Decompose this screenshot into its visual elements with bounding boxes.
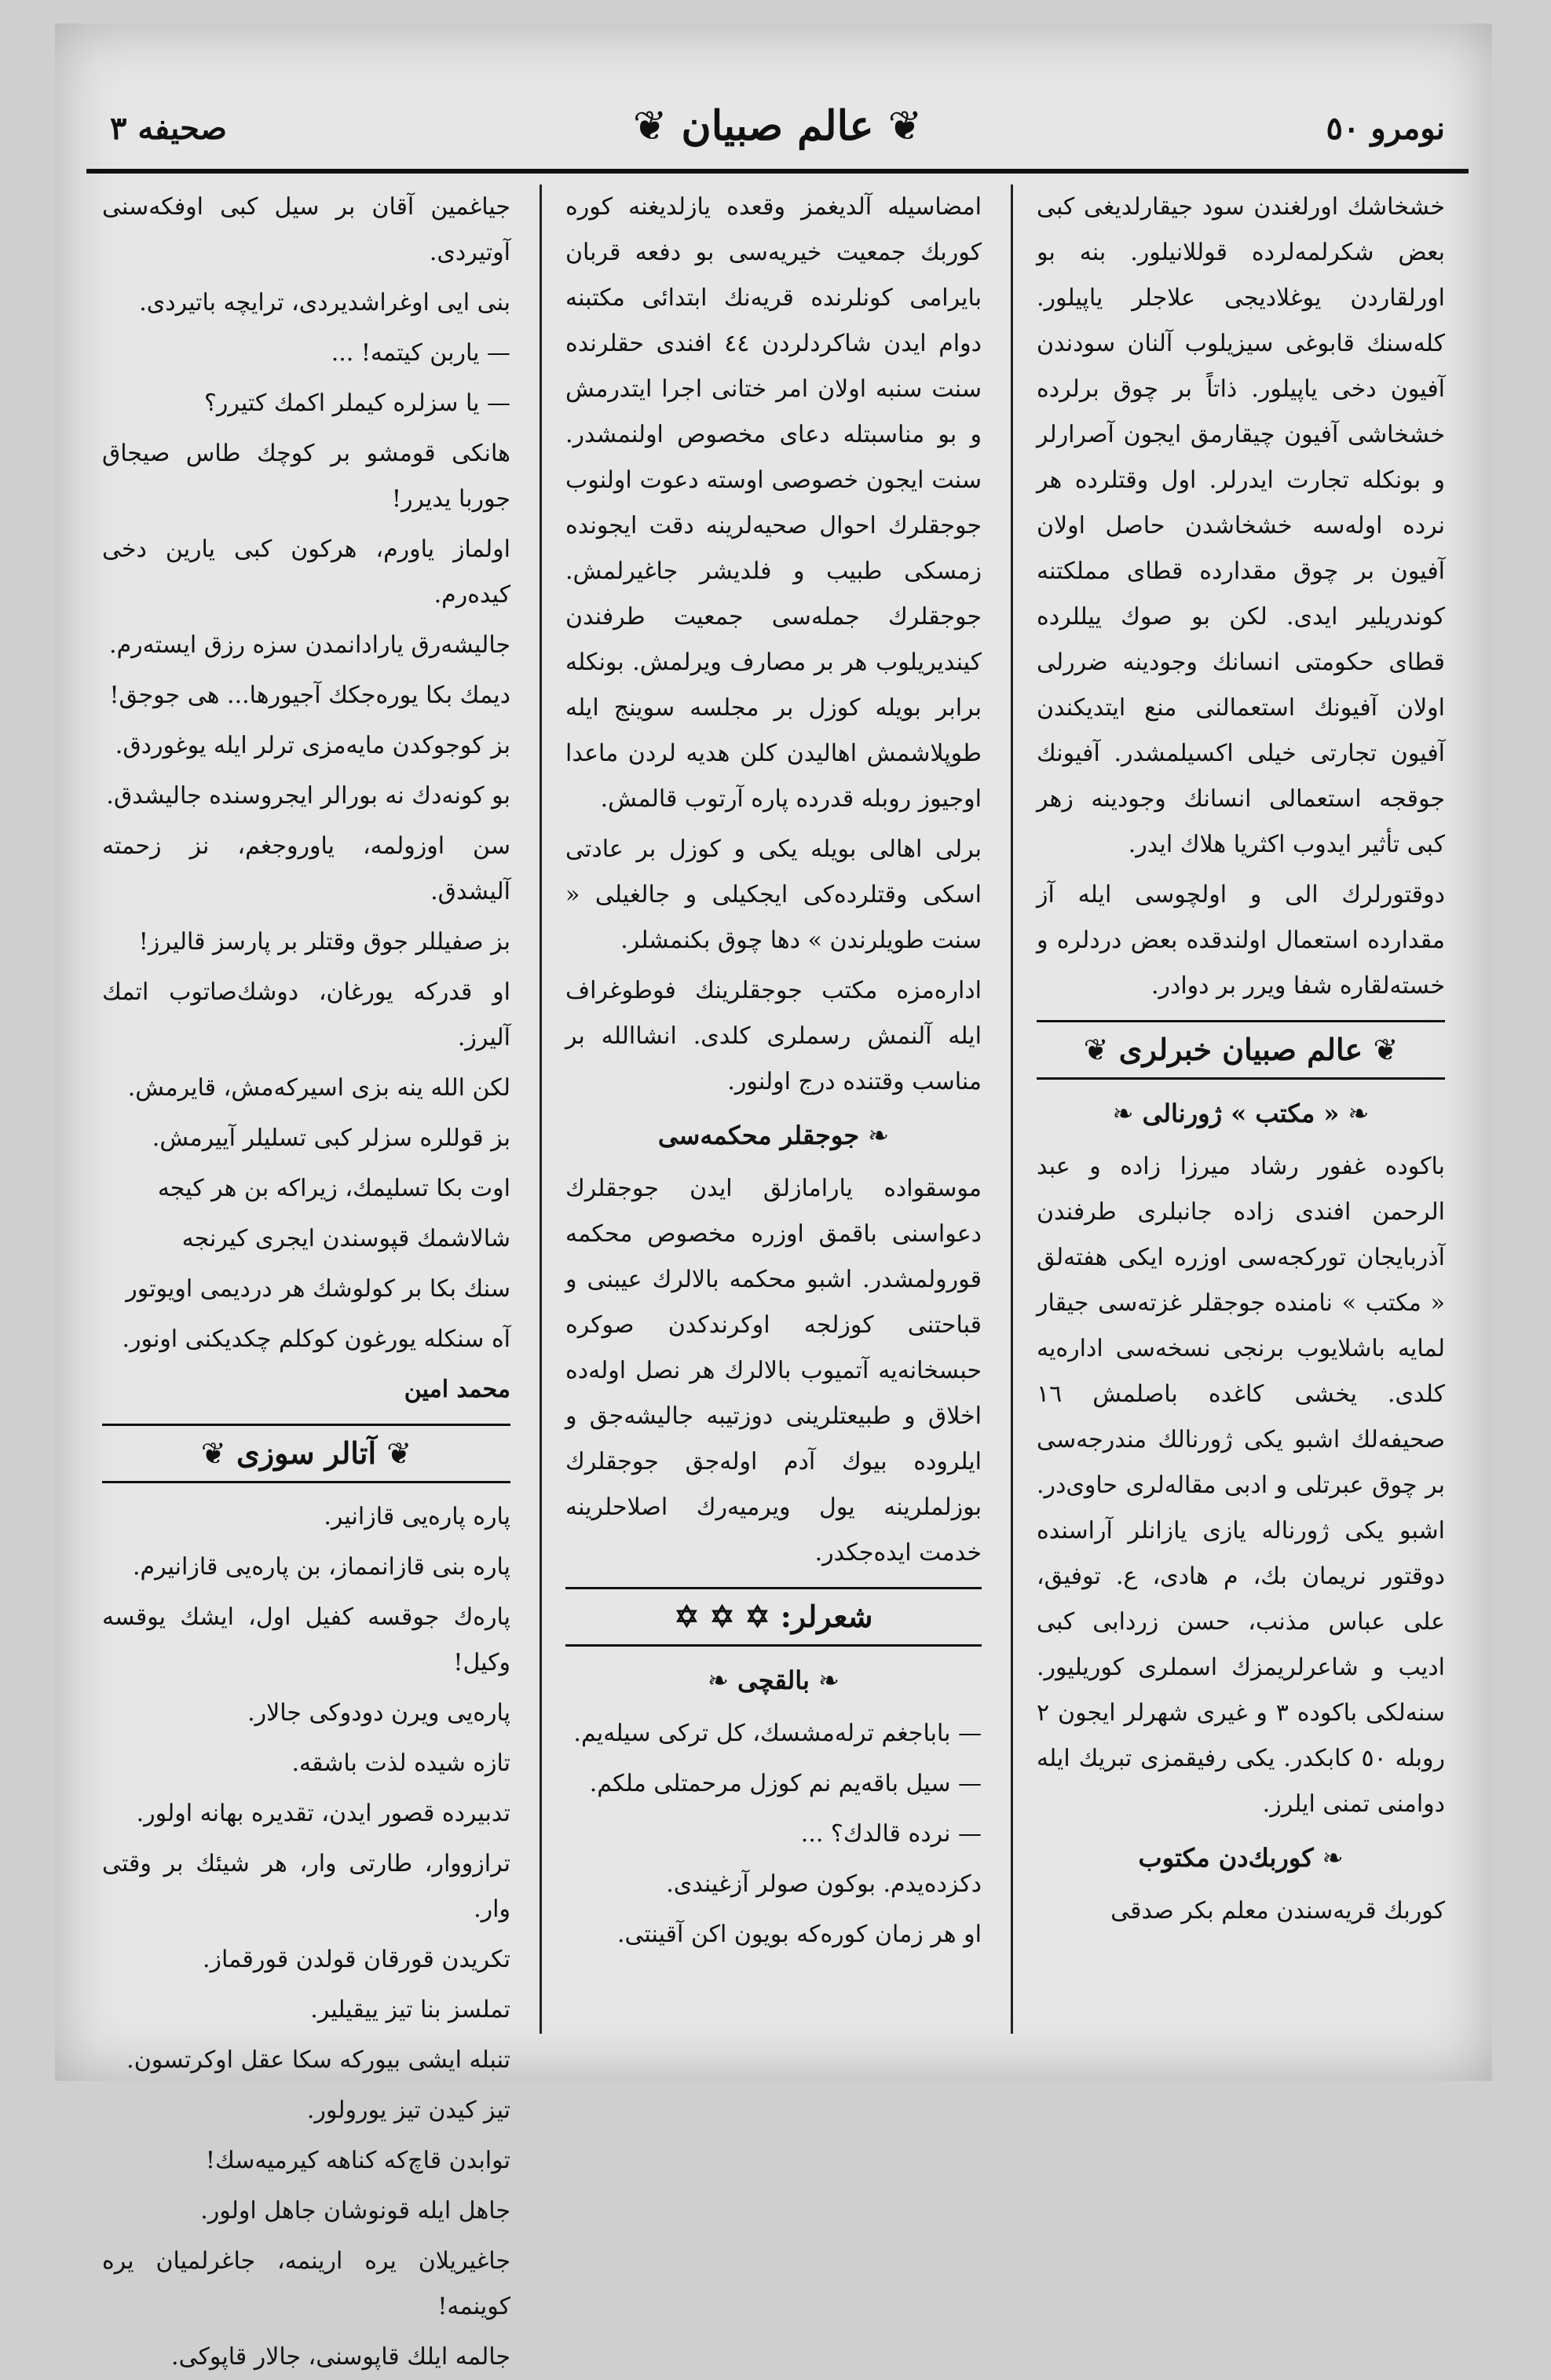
proverb-item: تملسز بنا تیز ییقیلیر. <box>310 1996 510 2024</box>
ornament-icon: ❧ <box>1339 1099 1370 1128</box>
masthead-text: عالم صبیان <box>681 102 874 150</box>
issue-number: نومرو ٥٠ <box>1326 110 1445 147</box>
poem-line: جالیشه‌رق یارادانمدن سزه رزق ایسته‌رم. <box>109 631 510 659</box>
proverb-item: پاره‌ك جوقسه کفیل اول، ایشك یوقسه وکیل! <box>102 1603 510 1676</box>
section-heading: شعرلر: ✡ ✡ ✡ <box>565 1587 982 1647</box>
proverb-list <box>102 1494 510 2380</box>
column-middle <box>565 185 982 2034</box>
poem-line: اوت بکا تسلیمك، زیراکه بن هر کیجه <box>157 1175 510 1202</box>
poem-block <box>102 185 510 1362</box>
section-heading-text: عالم صبیان خبرلری <box>1118 1032 1363 1067</box>
paragraph: امضاسیله آلدیغمز وقعده یازلدیغنه کوره کوربك جمعیت خیریه‌سی بو دفعه قربان بایرامی کونلرنده قریه‌نك ابتدائی مکتبنه دوام ایدن شاکردلردن ٤٤ افندی حقلرنده سنت سنبه اولان امر ختانی اجرا ایتدرمش و بو مناسبتله دعای مخصوص اولنمشدر. سنت ایجون خصوصی اوسته دعوت اولنوب جوجقلرك احوال صحیه‌لرینه دقت ایجونده زمسکی طبیب و فلدیشر جاغیرلمش. جوجقلرك جمله‌سی جمعیت طرفندن کیندیریلوب هر بر مصارف ویرلمش. بونکله برابر بویله کوزل بر مجلسه سوینج ایله طوپلاشمش اهالیدن کلن هدیه لردن ماعدا اوجیوز روبله قدرده پاره آرتوب قالمش. <box>565 193 982 813</box>
poem-line: بنی ایی اوغراشدیردی، ترایچه باتیردی. <box>139 289 510 316</box>
poem-line: — باباجغم ترله‌مشسك، کل ترکی سیله‌یم. <box>573 1720 982 1747</box>
poem-line: اولماز یاورم، هرکون کبی یارین دخی کیده‌رم. <box>102 536 510 609</box>
sub-heading-text: بالقچی <box>737 1665 810 1695</box>
poem-line: بو کونه‌دك نه بورالر ایجروسنده جالیشدق. <box>106 782 510 810</box>
ornament-icon: ❦ <box>632 103 682 150</box>
section-heading-text: آتالر سوزی <box>236 1435 377 1471</box>
sub-heading <box>1037 1091 1445 1136</box>
proverb-item: توابدن قاچ‌که کناهه کیرمیه‌سك! <box>205 2147 510 2174</box>
sub-heading <box>565 1113 982 1158</box>
ornament-icon: ❧ <box>1313 1843 1344 1873</box>
paragraph: دوقتورلرك الی و اولچوسی ایله آز مقدارده استعمال اولندقده بعض دردلره و خسته‌لقاره شفا ویرر بر دوادر. <box>1037 881 1445 1000</box>
proverb-item: جاهل ایله قونوشان جاهل اولور. <box>200 2197 510 2225</box>
section-heading <box>1037 1020 1445 1080</box>
paragraph: خشخاشك اورلغندن سود جیقارلدیغی کبی بعض شکرلمه‌لرده قوللانیلور. بنه بو اورلقاردن یوغلادیجی علاجلر یاپیلور. کله‌سنك قابوغی سیزیلوب آلنان سودندن آفیون دخی یاپیلور. ذاتاً بر چوق برلرده خشخاشی آفیون چیقارمق ایجون آصرارلر و بونکله تجارت ایدرلر. اول وقتلرده هر نرده اوله‌سه خشخاشدن حاصل اولان آفیون بر چوق مقدارده قطای مملکتنه کوندریلیر ایدی. لکن بو صوك ییللرده قطای حکومتی انسانك وجودینه ضررلی اولان آفیونك استعمالنی منع ایتدیکندن آفیون تجارتی خیلی اکسیلمشدر. آفیونك جوقجه استعمالی انسانك وجودینه زهر کبی تأثیر ایدوب اکثریا هلاك ایدر. <box>1037 193 1445 858</box>
column-divider <box>540 185 542 2034</box>
poem-line: آه سنکله یورغون کوکلم چکدیکنی اونور. <box>122 1325 510 1353</box>
paragraph: کوربك قریه‌سندن معلم بکر صدقی <box>1110 1897 1445 1925</box>
proverb-item: تنبله ایشی بیورکه سکا عقل اوکرتسون. <box>126 2046 510 2074</box>
masthead-title <box>633 102 922 150</box>
paragraph: باکوده غفور رشاد میرزا زاده و عبد الرحمن افندی زاده جانبلری طرفندن آذربایجان تورکجه‌سی اوزره ایکی هفته‌لق « مکتب » نامنده جوجقلر غزته‌سی جیقار لمایه باشلایوب برنجی نسخه‌سی اداره‌یه کلدی. یخشی کاغده باصلمش ١٦ صحیفه‌لك اشبو یکی ژورنالك مندرجه‌سی بر چوق عبرتلی و ادبی مقاله‌لری حاوی‌در. اشبو یکی ژورناله یازی یازانلر آراسنده دوقتور نریمان بك، م هادی، ع. توفیق، علی عباس مذنب، حسن زردابی کبی ادیب و شاعرلریمزك اسملری کوریلیور. سنه‌لکی باکوده ٣ و غیری شهرلر ایجون ٢ روبله ٥٠ کابکدر. یکی رفیقمزی تبریك ایله دوامنی تمنی ایلرز. <box>1037 1153 1446 1818</box>
proverb-item: تدبیرده قصور ایدن، تقدیره بهانه اولور. <box>136 1800 510 1827</box>
poem-line: بز قوللره سزلر کبی تسلیلر آییرمش. <box>152 1124 510 1152</box>
poem-line: سن اوزولمه، یاوروجغم، نز زحمته آلیشدق. <box>102 832 510 905</box>
proverb-item: تکریدن قورقان قولدن قورقماز. <box>203 1946 510 1973</box>
proverb-item: جاغیریلان یره ارینمه، جاغرلمیان یره کوینمه! <box>102 2247 510 2320</box>
newspaper-page <box>55 24 1492 2371</box>
proverb-item: پاره‌یی ویرن دودوکی جالار. <box>247 1699 510 1727</box>
sub-heading-text: « مکتب » ژورنالی <box>1142 1099 1340 1128</box>
poem-line: او قدرکه یورغان، دوشك‌صاتوب اتمك آلیرز. <box>102 978 510 1051</box>
poem-line: سنك بکا بر کولوشك هر دردیمی اویوتور <box>126 1275 510 1303</box>
poem-line: — نرده قالدك؟ ... <box>800 1820 982 1848</box>
poem-line: لکن الله ینه بزی اسیرکه‌مش، قایرمش. <box>127 1074 510 1102</box>
poem-line: بز صفیللر جوق وقتلر بر پارسز قالیرز! <box>138 928 510 956</box>
poem-line: — سیل باقه‌یم نم کوزل مرحمتلی ملکم. <box>589 1770 982 1797</box>
paragraph: اداره‌مزه مکتب جوجقلرینك فوطوغراف ایله آلنمش رسملری کلدی. انشاالله بر مناسب وقتنده درج اولنور. <box>565 977 982 1095</box>
poem-line: — یا سزلره کیملر اکمك کتیرر؟ <box>203 389 510 417</box>
poem-line: دیمك بکا یوره‌جکك آجیورها... هی جوجق! <box>109 682 510 709</box>
proverb-item: پاره بنی قازانمماز، بن پاره‌یی قازانیرم. <box>132 1553 510 1581</box>
page-number: صحیفه ٣ <box>110 110 227 147</box>
proverb-item: ترازووار، طارتی وار، هر شیئك بر وقتی وار. <box>102 1850 510 1923</box>
poem-line: شالاشمك قپوسندن ایجری کیرنجه <box>181 1225 510 1252</box>
ornament-icon: ❧ <box>859 1121 890 1150</box>
ornament-icon: ❦ <box>873 103 923 150</box>
column-right <box>1037 185 1445 2034</box>
ornament-icon: ❧ <box>1112 1099 1143 1128</box>
poem-line: دکزده‌یدم. بوکون صولر آزغیندی. <box>666 1870 982 1898</box>
header-rule <box>86 169 1469 174</box>
signature: محمد امین <box>404 1376 510 1403</box>
ornament-icon: ❦ <box>200 1436 236 1471</box>
poem-line: هانکی قومشو بر کوچك طاس صیجاق جوربا یدیرر! <box>102 440 510 513</box>
proverb-item: تازه شیده لذت باشقه. <box>291 1749 510 1777</box>
proverb-item: پاره پاره‌یی قازانیر. <box>324 1503 510 1530</box>
column-left <box>102 185 510 2371</box>
ornament-icon: ❧ <box>809 1665 840 1695</box>
paragraph: موسقواده یارامازلق ایدن جوجقلرك دعواسنی باقمق اوزره مخصوص محکمه قورولمشدر. اشبو محکمه بالالرك عیبنی و قباحتنی کوزلجه اوکرندکدن صوکره حبسخانه‌یه آتمیوب بالالرك هر نصل اوله‌ده اخلاق و طبیعتلرینی دوزتیبه جالیشه‌جق و ایلروده بیوك آدم اوله‌جق جوجقلرك بوزلملرینه یول ویرمیه‌رك اصلاحلرینه خدمت ایده‌جکدر. <box>565 1175 982 1567</box>
sub-heading <box>565 1658 982 1703</box>
sub-heading <box>1037 1835 1445 1881</box>
proverb-item: جالمه ایلك قاپوسنی، جالار قاپوکی. <box>171 2343 510 2371</box>
poem-line: — یاربن کیتمه! ... <box>331 339 510 367</box>
proverb-item: تیز کیدن تیز یورولور. <box>306 2097 510 2124</box>
section-heading <box>102 1424 510 1483</box>
ornament-icon: ❦ <box>1363 1033 1399 1067</box>
poem-line: او هر زمان کوره‌که بویون اکن آقینتی. <box>616 1921 982 1948</box>
poem-line: جیاغمین آقان بر سیل کبی اوفکه‌سنی آوتیردی. <box>102 193 510 266</box>
sub-heading-text: جوجقلر محکمه‌سی <box>657 1121 860 1150</box>
ornament-icon: ❧ <box>708 1665 738 1695</box>
page-header <box>94 94 1461 165</box>
ornament-icon: ❦ <box>1083 1033 1119 1067</box>
column-divider <box>1011 185 1013 2034</box>
paragraph: برلی اهالی بویله یکی و کوزل بر عادتی اسکی وقتلرده‌کی ایجکیلی و جالغیلی « سنت طویلرندن » دها چوق بکنمشلر. <box>565 835 982 954</box>
sub-heading-text: کوربك‌دن مکتوب <box>1138 1843 1314 1873</box>
poem-line: بز کوجوکدن مایه‌مزی ترلر ایله یوغوردق. <box>115 732 510 759</box>
ornament-icon: ❦ <box>376 1436 412 1471</box>
